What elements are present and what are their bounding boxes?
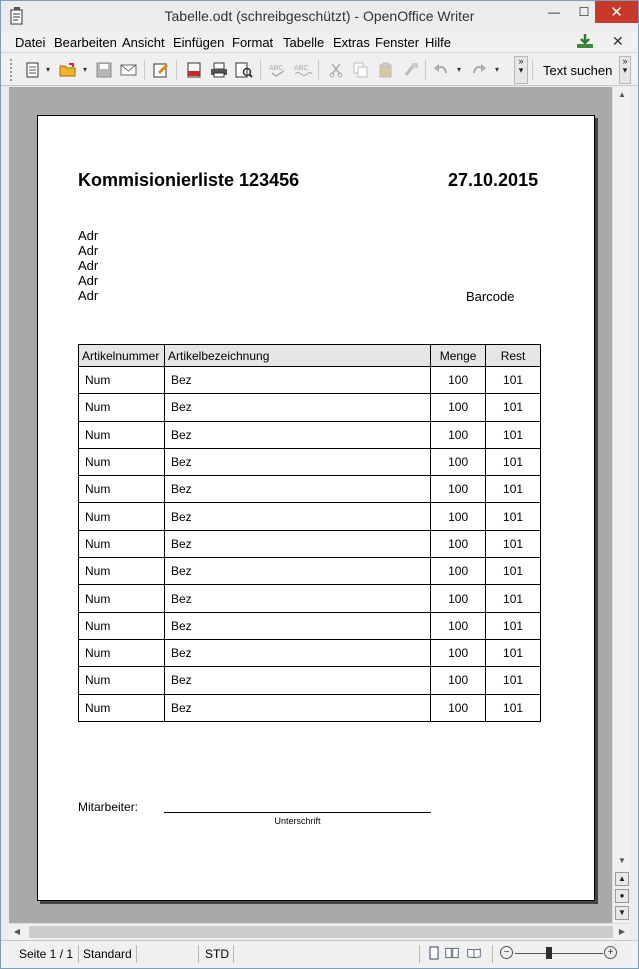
cell-artikelbezeichnung[interactable]: Bez: [164, 639, 430, 666]
table-row: [79, 694, 541, 721]
cell-menge[interactable]: 100: [431, 558, 486, 585]
cell-artikelnummer[interactable]: Num: [79, 476, 165, 503]
cell-rest[interactable]: 101: [486, 558, 541, 585]
header-artikelbezeichnung: Artikelbezeichnung: [164, 345, 430, 367]
cell-artikelnummer[interactable]: Num: [79, 585, 165, 612]
status-bar: [1, 940, 638, 968]
cell-menge[interactable]: 100: [431, 530, 486, 557]
undo-icon[interactable]: [431, 60, 451, 80]
zoom-out-icon[interactable]: −: [500, 946, 513, 959]
menu-fenster[interactable]: Fenster: [375, 35, 420, 50]
status-separator: [492, 945, 493, 963]
document-heading: Kommisionierliste 123456: [78, 170, 300, 190]
cell-rest[interactable]: 101: [486, 694, 541, 721]
address-line: Adr: [78, 273, 99, 288]
table-header-row: [79, 345, 541, 367]
redo-dropdown-arrow[interactable]: ▾: [495, 65, 500, 74]
multi-page-view-icon[interactable]: [445, 946, 459, 960]
previous-page-icon[interactable]: ▲: [615, 872, 629, 886]
toolbar-separator: [260, 60, 261, 80]
menu-ansicht[interactable]: Ansicht: [122, 35, 165, 50]
document-canvas[interactable]: [9, 87, 612, 923]
svg-text:ABC: ABC: [269, 65, 284, 72]
paste-icon[interactable]: [376, 60, 396, 80]
cell-artikelbezeichnung[interactable]: Bez: [164, 667, 430, 694]
new-document-icon[interactable]: [23, 60, 43, 80]
barcode-label: Barcode: [466, 289, 515, 304]
redo-icon[interactable]: [469, 60, 489, 80]
table-row: [79, 585, 541, 612]
cell-menge[interactable]: 100: [431, 448, 486, 475]
status-separator: [419, 945, 420, 963]
menu-datei[interactable]: Datei: [15, 35, 46, 50]
spellcheck-icon[interactable]: [268, 60, 288, 80]
table-row: [79, 503, 541, 530]
header-artikelnummer: Artikelnummer: [79, 345, 165, 367]
cell-rest[interactable]: 101: [486, 585, 541, 612]
table-row: [79, 476, 541, 503]
overflow-chevron-icon: »: [622, 56, 628, 66]
document-page[interactable]: [37, 115, 595, 901]
address-line: Adr: [78, 288, 99, 303]
toolbar-separator: [176, 60, 177, 80]
status-separator: [233, 945, 234, 963]
document-date: 27.10.2015: [448, 170, 539, 190]
cell-artikelbezeichnung[interactable]: Bez: [164, 585, 430, 612]
cell-artikelbezeichnung[interactable]: Bez: [164, 530, 430, 557]
menu-tabelle[interactable]: Tabelle: [283, 35, 325, 50]
copy-icon[interactable]: [351, 60, 371, 80]
toolbar-separator: [318, 60, 319, 80]
cell-artikelnummer[interactable]: Num: [79, 503, 165, 530]
table-row: [79, 667, 541, 694]
close-button[interactable]: ✕: [595, 1, 638, 23]
window-title: Tabelle.odt (schreibgeschützt) - OpenOffice Writer: [164, 8, 475, 24]
scroll-up-icon[interactable]: ▲: [618, 90, 626, 99]
address-line: Adr: [78, 243, 99, 258]
update-download-icon[interactable]: [576, 33, 594, 49]
toolbar-grip[interactable]: [10, 59, 13, 81]
find-toolbar-overflow-button[interactable]: [619, 56, 631, 84]
cell-artikelnummer[interactable]: Num: [79, 639, 165, 666]
address-block: [78, 228, 98, 303]
table-row: [79, 639, 541, 666]
menu-einfuegen[interactable]: Einfügen: [173, 35, 225, 50]
cell-rest[interactable]: 101: [486, 448, 541, 475]
overflow-arrow-icon: ▾: [622, 65, 628, 75]
toolbar-overflow-button[interactable]: [514, 56, 528, 84]
cell-rest[interactable]: 101: [486, 476, 541, 503]
cell-menge[interactable]: 100: [431, 585, 486, 612]
vertical-scrollbar[interactable]: [612, 87, 630, 923]
minimize-button[interactable]: —: [548, 5, 560, 19]
open-dropdown-arrow[interactable]: ▾: [83, 65, 88, 74]
menu-bearbeiten[interactable]: Bearbeiten: [54, 35, 117, 50]
table-row: [79, 530, 541, 557]
menu-extras[interactable]: Extras: [333, 35, 370, 50]
scroll-right-icon[interactable]: ▶: [618, 927, 626, 936]
email-icon[interactable]: [119, 60, 139, 80]
export-pdf-icon[interactable]: [184, 60, 204, 80]
next-page-icon[interactable]: ▼: [615, 906, 629, 920]
open-folder-icon[interactable]: [58, 60, 78, 80]
table-row: [79, 448, 541, 475]
page-style[interactable]: Standard: [83, 947, 132, 961]
close-document-icon[interactable]: ✕: [612, 33, 624, 49]
cell-rest[interactable]: 101: [486, 367, 541, 394]
selection-mode[interactable]: STD: [205, 947, 229, 961]
toolbar-separator: [532, 60, 533, 80]
header-menge: Menge: [431, 345, 486, 367]
title-bar: [1, 1, 638, 31]
book-view-icon[interactable]: [467, 946, 481, 960]
address-line: Adr: [78, 258, 99, 273]
cell-menge[interactable]: 100: [431, 367, 486, 394]
table-row: [79, 394, 541, 421]
status-separator: [198, 945, 199, 963]
overflow-chevron-icon: »: [518, 56, 524, 66]
cell-menge[interactable]: 100: [431, 612, 486, 639]
cut-icon[interactable]: [326, 60, 346, 80]
toolbar-separator: [425, 60, 426, 80]
cell-rest[interactable]: 101: [486, 639, 541, 666]
address-line: Adr: [78, 228, 99, 243]
cell-menge[interactable]: 100: [431, 639, 486, 666]
cell-artikelnummer[interactable]: Num: [79, 694, 165, 721]
table-row: [79, 421, 541, 448]
save-icon[interactable]: [94, 60, 114, 80]
cell-artikelnummer[interactable]: Num: [79, 530, 165, 557]
zoom-slider-handle[interactable]: [546, 947, 552, 959]
page-indicator[interactable]: Seite 1 / 1: [19, 947, 74, 961]
single-page-view-icon[interactable]: [427, 946, 441, 960]
menu-format[interactable]: Format: [232, 35, 274, 50]
cell-artikelnummer[interactable]: Num: [79, 448, 165, 475]
new-dropdown-arrow[interactable]: ▾: [46, 65, 51, 74]
navigation-icon[interactable]: ●: [615, 889, 629, 903]
table-row: [79, 558, 541, 585]
cell-artikelnummer[interactable]: Num: [79, 367, 165, 394]
cell-rest[interactable]: 101: [486, 503, 541, 530]
status-separator: [136, 945, 137, 963]
cell-artikelbezeichnung[interactable]: Bez: [164, 558, 430, 585]
overflow-arrow-icon: ▾: [518, 65, 524, 75]
svg-text:ABC: ABC: [294, 65, 309, 72]
cell-artikelbezeichnung[interactable]: Bez: [164, 448, 430, 475]
cell-artikelbezeichnung[interactable]: Bez: [164, 421, 430, 448]
clone-formatting-icon[interactable]: [401, 60, 421, 80]
cell-rest[interactable]: 101: [486, 612, 541, 639]
horizontal-scroll-thumb[interactable]: [29, 926, 613, 938]
employee-label: Mitarbeiter:: [78, 800, 139, 814]
header-rest: Rest: [486, 345, 541, 367]
zoom-in-icon[interactable]: +: [604, 946, 617, 959]
cell-menge[interactable]: 100: [431, 476, 486, 503]
maximize-button[interactable]: ☐: [578, 5, 590, 19]
table-row: [79, 367, 541, 394]
cell-artikelbezeichnung[interactable]: Bez: [164, 503, 430, 530]
cell-artikelnummer[interactable]: Num: [79, 421, 165, 448]
cell-artikelbezeichnung[interactable]: Bez: [164, 367, 430, 394]
cell-artikelnummer[interactable]: Num: [79, 558, 165, 585]
cell-artikelbezeichnung[interactable]: Bez: [164, 476, 430, 503]
cell-artikelnummer[interactable]: Num: [79, 612, 165, 639]
standard-toolbar: [1, 54, 638, 86]
scroll-left-icon[interactable]: ◀: [13, 927, 21, 936]
cell-rest[interactable]: 101: [486, 530, 541, 557]
horizontal-scrollbar[interactable]: [9, 923, 630, 939]
scroll-down-icon[interactable]: ▼: [618, 856, 626, 865]
cell-menge[interactable]: 100: [431, 421, 486, 448]
undo-dropdown-arrow[interactable]: ▾: [457, 65, 462, 74]
cell-artikelnummer[interactable]: Num: [79, 667, 165, 694]
zoom-slider-track[interactable]: [515, 953, 603, 954]
cell-rest[interactable]: 101: [486, 394, 541, 421]
cell-rest[interactable]: 101: [486, 667, 541, 694]
print-icon[interactable]: [209, 60, 229, 80]
menu-bar: [1, 31, 638, 53]
table-row: [79, 612, 541, 639]
cell-menge[interactable]: 100: [431, 394, 486, 421]
toolbar-separator: [144, 60, 145, 80]
cell-menge[interactable]: 100: [431, 667, 486, 694]
cell-rest[interactable]: 101: [486, 421, 541, 448]
table-body: [79, 367, 541, 722]
status-separator: [78, 945, 79, 963]
signature-caption: Unterschrift: [274, 816, 321, 826]
cell-artikelbezeichnung[interactable]: Bez: [164, 694, 430, 721]
cell-menge[interactable]: 100: [431, 503, 486, 530]
picking-table: [78, 344, 541, 722]
cell-artikelbezeichnung[interactable]: Bez: [164, 612, 430, 639]
signature-line: [164, 812, 431, 813]
find-toolbar-label[interactable]: Text suchen: [543, 63, 613, 78]
autospellcheck-icon[interactable]: [293, 60, 313, 80]
menu-hilfe[interactable]: Hilfe: [425, 35, 452, 50]
cell-artikelbezeichnung[interactable]: Bez: [164, 394, 430, 421]
edit-file-icon[interactable]: [151, 60, 171, 80]
cell-artikelnummer[interactable]: Num: [79, 394, 165, 421]
page-preview-icon[interactable]: [234, 60, 254, 80]
cell-menge[interactable]: 100: [431, 694, 486, 721]
